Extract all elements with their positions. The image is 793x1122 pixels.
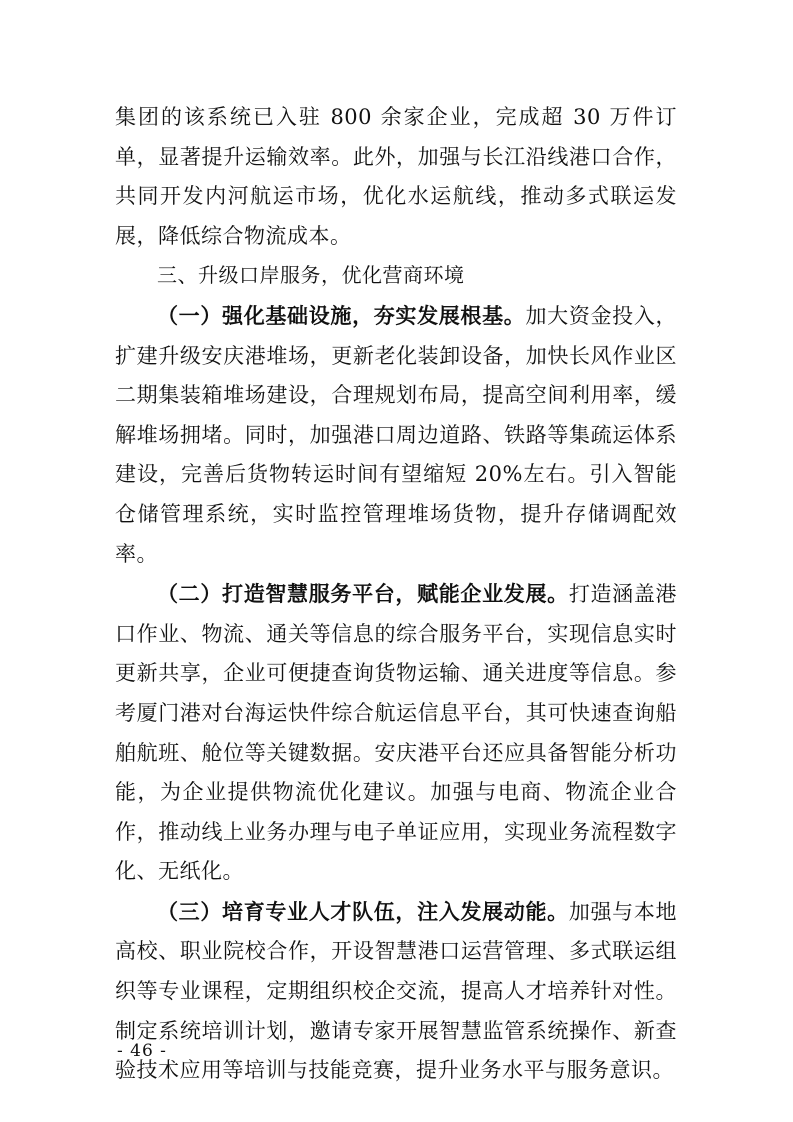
- subsection-3-lead: （三）培育专业人才队伍，注入发展动能。: [157, 898, 569, 924]
- subsection-1-lead: （一）强化基础设施，夯实发展根基。: [157, 302, 526, 328]
- section-heading: 三、升级口岸服务，优化营商环境: [157, 263, 465, 288]
- paragraph-continuation: 集团的该系统已入驻 800 余家企业，完成超 30 万件订单，显著提升运输效率。此外，加强与长江沿线港口合作，共同开发内河航运市场，优化水运航线，推动多式联运发展，降低综合物流成本。: [115, 105, 677, 248]
- subsection-2-text: 打造涵盖港口作业、物流、通关等信息的综合服务平台，实现信息实时更新共享，企业可便捷查询货物运输、通关进度等信息。参考厦门港对台海运快件综合航运信息平台，其可快速查询船舶航班、舱位等关键数据。安庆港平台还应具备智能分析功能，为企业提供物流优化建议。加强与电商、物流企业合作，推动线上业务办理与电子单证应用，实现业务流程数字化、无纸化。: [115, 582, 678, 884]
- subsection-2-lead: （二）打造智慧服务平台，赋能企业发展。: [157, 581, 569, 607]
- page-number: - 46 -: [117, 1041, 167, 1061]
- subsection-1-text: 加大资金投入，扩建升级安庆港堆场，更新老化装卸设备，加快长风作业区二期集装箱堆场建设，合理规划布局，提高空间利用率，缓解堆场拥堵。同时，加强港口周边道路、铁路等集疏运体系建设，完善后货物转运时间有望缩短 20%左右。引入智能仓储管理系统，实时监控管理堆场货物，提升存储调配效率。: [115, 303, 678, 566]
- subsection-2: [115, 574, 677, 892]
- body-text: [115, 98, 677, 1091]
- subsection-1: [115, 296, 677, 574]
- subsection-3: [115, 892, 677, 1091]
- subsection-3-text: 加强与本地高校、职业院校合作，开设智慧港口运营管理、多式联运组织等专业课程，定期组织校企交流，提高人才培养针对性。制定系统培训计划，邀请专家开展智慧监管系统操作、新查验技术应用等培训与技能竞赛，提升业务水平与服务意识。: [115, 899, 678, 1083]
